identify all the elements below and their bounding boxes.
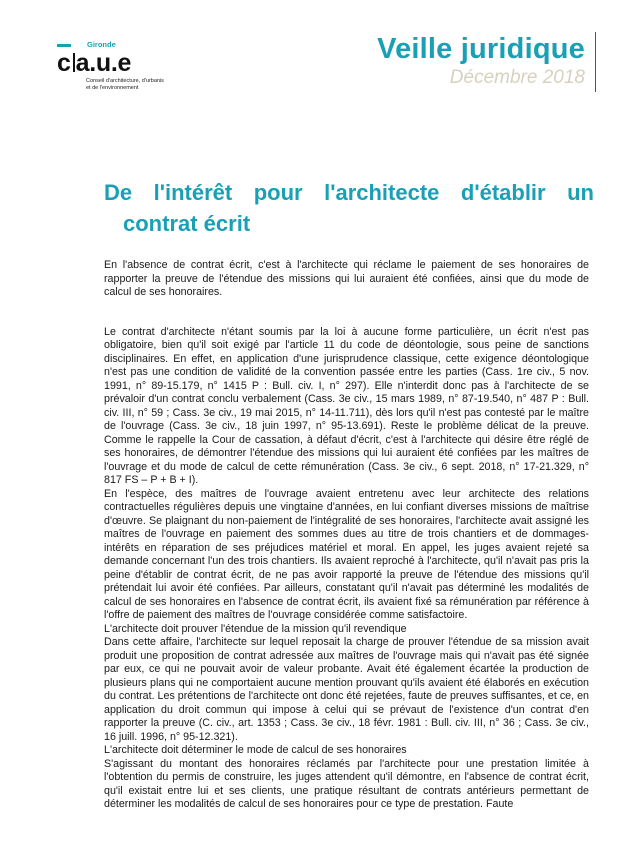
publication-title: Veille juridique bbox=[377, 33, 585, 65]
body-paragraph: En l'espèce, des maîtres de l'ouvrage avaient entretenu avec leur architecte des relations contractuelles régulières depuis une vingtaine d'années, en lui confiant diverses missions de maîtrise d'œuvre. Se plaignant du non-paiement de l'intégralité de ses honoraires, l'architecte avait assigné les maîtres de l'ouvrage en paiement des sommes dues au titre de trois chantiers et de dommages-intérêts en réparation de ses préjudices matériel et moral. En appel, les juges avaient rejeté sa demande concernant l'un des trois chantiers. Ils avaient reproché à l'architecte, qu'il n'avait pas pris la peine d'établir de contrat écrit, de ne pas avoir rapporté la preuve de l'étendue des missions qu'il prétendait lui avoir été confiées. Par ailleurs, constatant qu'il n'avait pas déterminé les modalités de calcul de ses honoraires en l'absence de contrat écrit, ils avaient fixé sa rémunération par référence à l'offre de paiement des maîtres de l'ouvrage considérée comme satisfactoire. bbox=[104, 487, 589, 621]
logo-region: Gironde bbox=[87, 40, 116, 49]
body-paragraph: Le contrat d'architecte n'étant soumis par la loi à aucune forme particulière, un écrit n'est pas obligatoire, bien qu'il soit exigé par l'article 11 du code de déontologie, sous peine de sanctions disciplinaires. En effet, en application d'une jurisprudence classique, cette exigence déontologique n'est pas une condition de validité de la convention passée entre les parties (Cass. 1re civ., 5 nov. 1991, n° 89-15.179, n° 1415 P : Bull. civ. I, n° 297). Elle n'interdit donc pas à l'architecte de se prévaloir d'un contrat conclu verbalement (Cass. 3e civ., 15 mars 1989, n° 87-19.540, n° 487 P : Bull. civ. III, n° 59 ; Cass. 3e civ., 19 mai 2015, n° 14-11.711), dès lors qu'il n'est pas contesté par le maître de l'ouvrage (Cass. 3e civ., 18 juin 1997, n° 95-13.691). Reste le problème délicat de la preuve. Comme le rappelle la Cour de cassation, à défaut d'écrit, c'est à l'architecte qui désire être réglé de ses honoraires, de démontrer l'étendue des missions qui lui auraient été confiées par les maîtres de l'ouvrage et du mode de calcul de cette rémunération (Cass. 3e civ., 6 sept. 2018, n° 17-21.329, n° 817 FS – P + B + I). bbox=[104, 325, 589, 486]
article-title bbox=[104, 177, 594, 239]
logo-wordmark-aue: a.u.e bbox=[75, 49, 132, 77]
logo-wordmark bbox=[57, 50, 131, 76]
publication-date: Décembre 2018 bbox=[449, 67, 585, 88]
body-paragraph: Dans cette affaire, l'architecte sur lequel reposait la charge de prouver l'étendue de sa mission avait produit une proposition de contrat adressée aux maîtres de l'ouvrage mais qui n'avait pas été signée par eux, ce qui ne pouvait avoir de valeur probante. Avait été également écartée la production de plusieurs plans qui ne comportaient aucune mention prouvant qu'ils avaient été élaborés en exécution du contrat. Les prétentions de l'architecte ont donc été rejetées, faute de preuves suffisantes, et ce, en application du droit commun qui impose à celui qui se prévaut de l'existence d'un contrat d'en rapporter la preuve (C. civ., art. 1353 ; Cass. 3e civ., 18 févr. 1981 : Bull. civ. III, n° 36 ; Cass. 3e civ., 16 juill. 1996, n° 95-12.321). bbox=[104, 636, 589, 743]
logo-subtitle-line: Conseil d'architecture, d'urbanis bbox=[86, 78, 164, 84]
header-divider bbox=[595, 32, 596, 92]
article-title-line: contrat écrit bbox=[123, 211, 251, 236]
section-subheading: L'architecte doit déterminer le mode de calcul de ses honoraires bbox=[104, 744, 407, 756]
intro-paragraph: En l'absence de contrat écrit, c'est à l'architecte qui réclame le paiement de ses honoraires de rapporter la preuve de l'étendue des missions qui lui auraient été confiées, ainsi que du mode de calcul de ses honoraires. bbox=[104, 259, 589, 298]
logo-subtitle-line: et de l'environnement bbox=[86, 85, 139, 91]
logo-subtitle bbox=[86, 78, 164, 92]
section-subheading: L'architecte doit prouver l'étendue de la mission qu'il revendique bbox=[104, 622, 407, 635]
article-body bbox=[104, 259, 589, 812]
article-title-line: De l'intérêt pour l'architecte d'établir un bbox=[104, 180, 594, 205]
body-paragraph: S'agissant du montant des honoraires réclamés par l'architecte pour une prestation limitée à l'obtention du permis de construire, les juges attendent qu'il démontre, en l'absence de contrat écrit, qu'il existait entre lui et ses clients, une pratique résultant de contrats antérieurs permettant de déterminer les modalités de calcul de ses honoraires pour ce type de prestation. Faute bbox=[104, 757, 589, 810]
paragraph-gap bbox=[104, 313, 589, 326]
page-header bbox=[377, 32, 585, 90]
logo-accent-bar bbox=[57, 44, 71, 47]
logo-wordmark-c: c bbox=[57, 49, 71, 77]
logo-separator bbox=[73, 53, 75, 72]
